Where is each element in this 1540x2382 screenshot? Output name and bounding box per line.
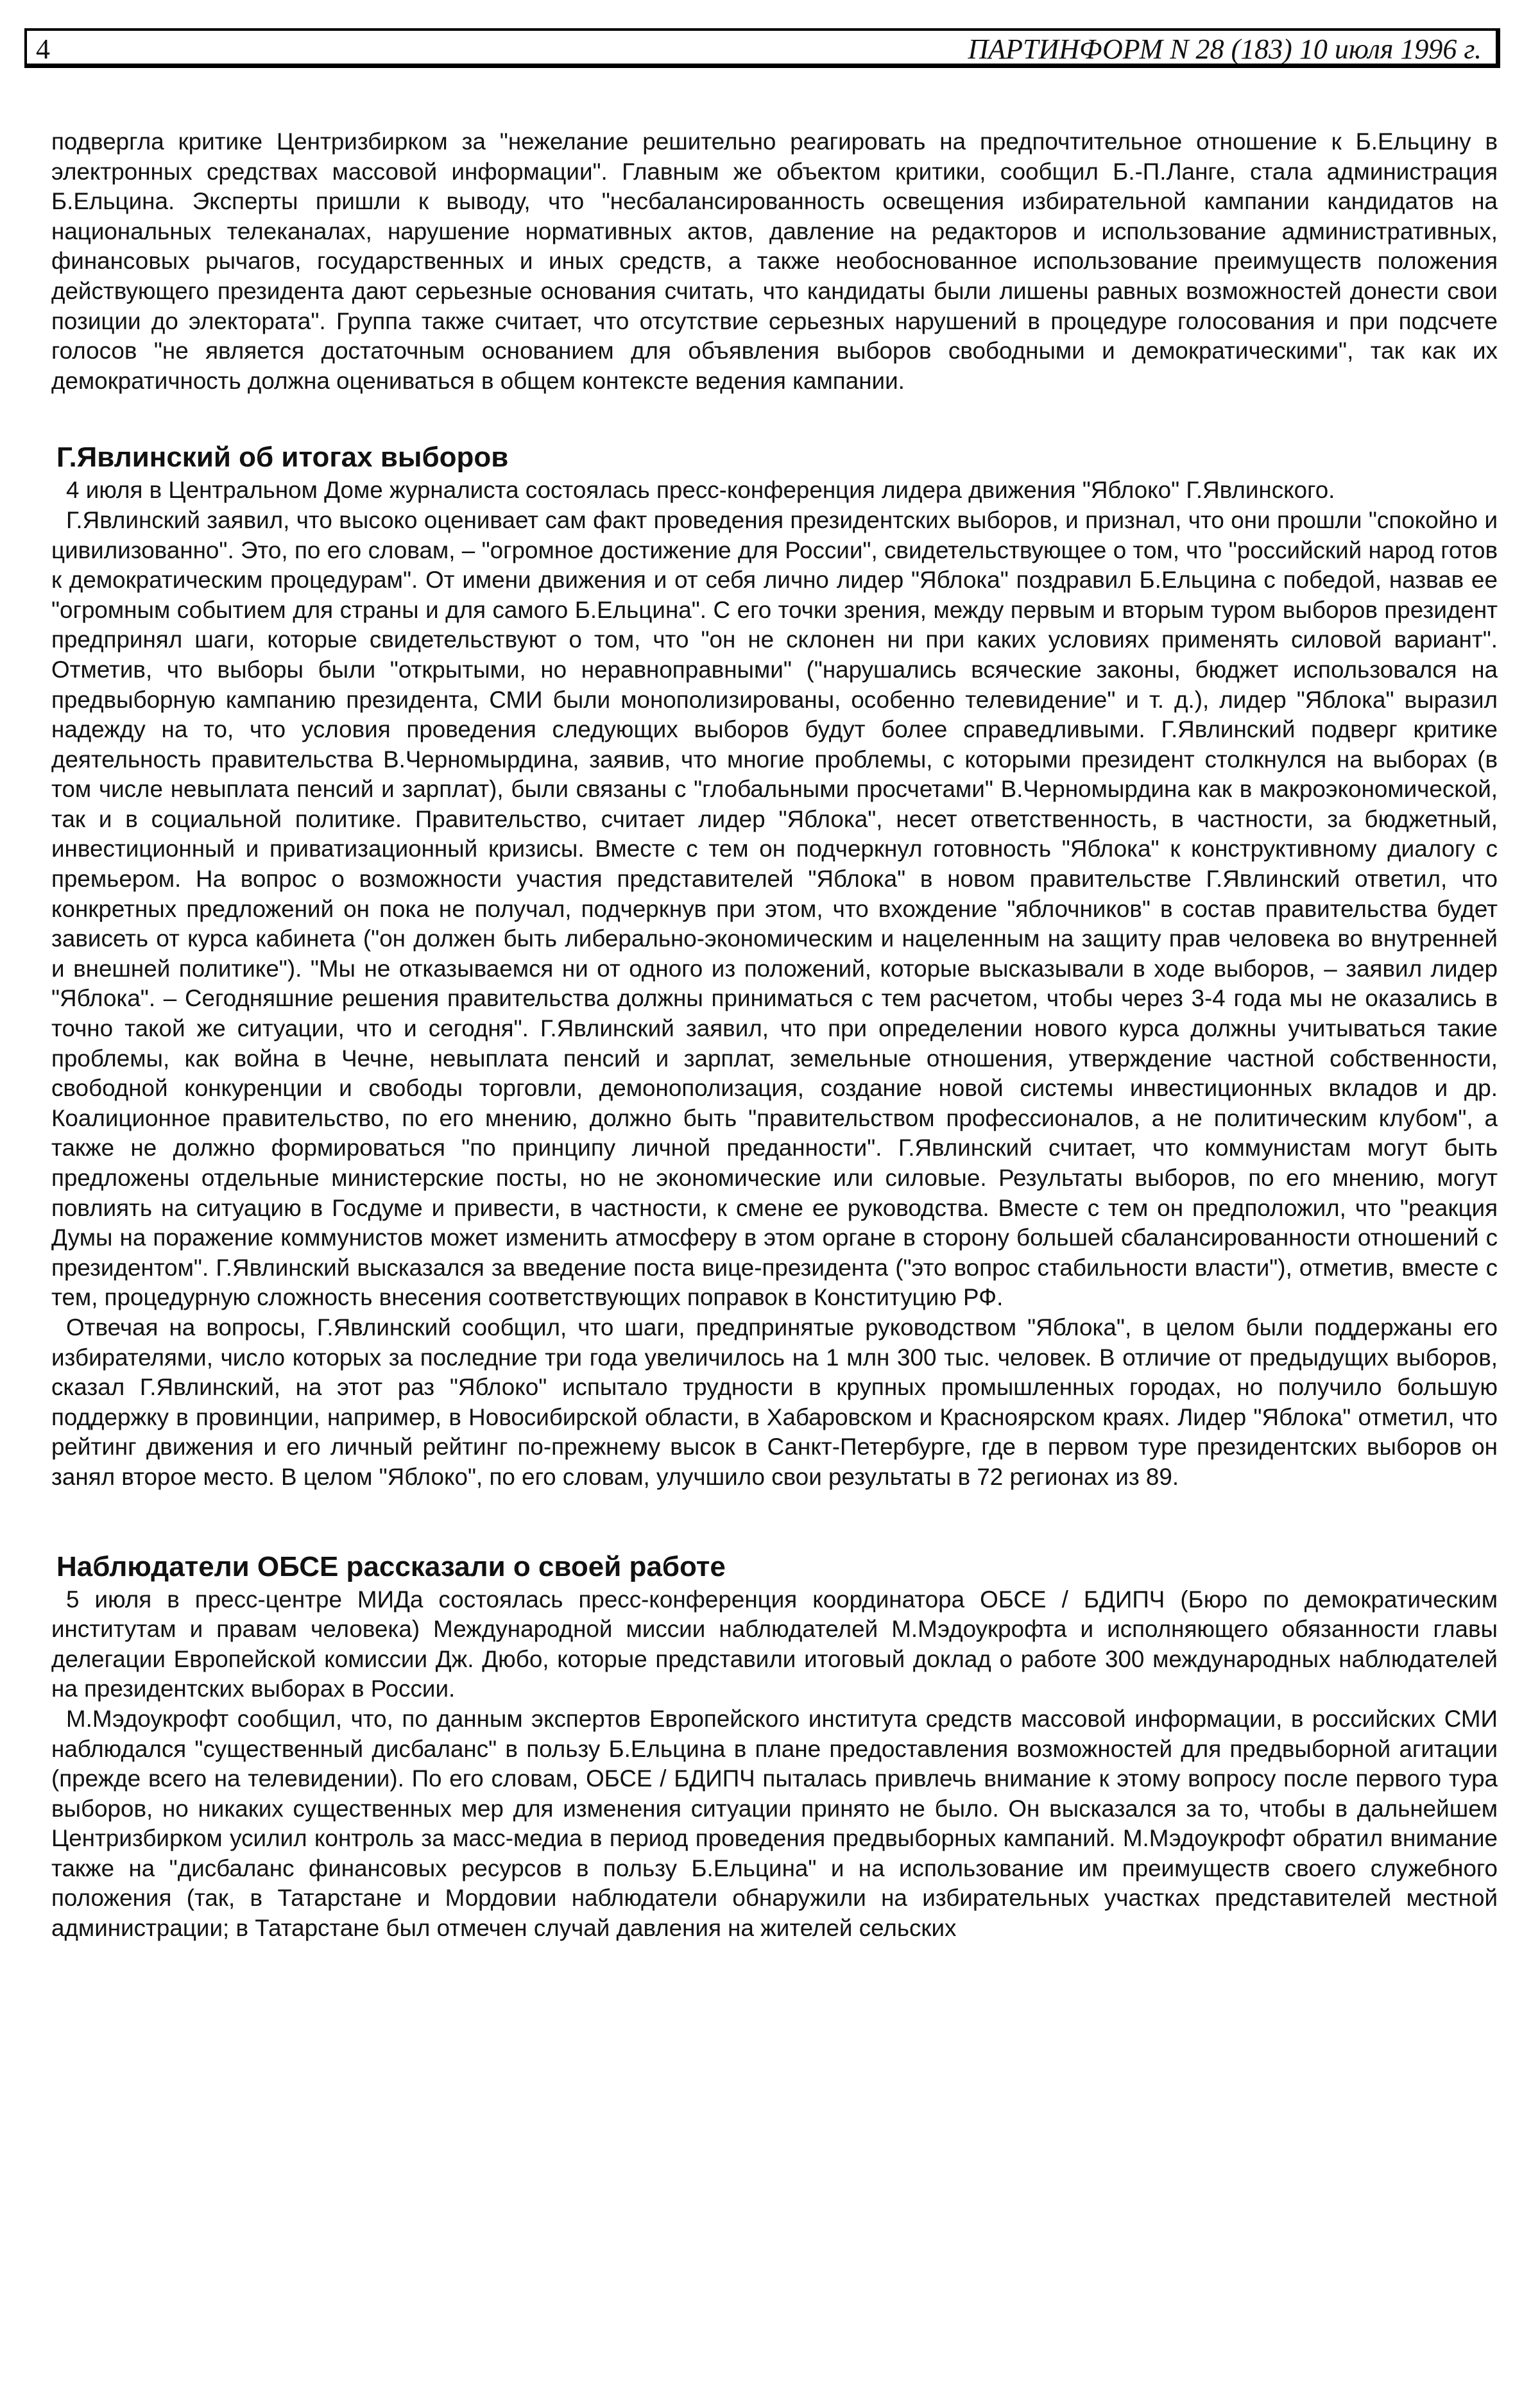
page-header <box>24 28 1500 68</box>
running-title: ПАРТИНФОРМ N 28 (183) 10 июля 1996 г. <box>968 33 1482 65</box>
section-title: Г.Явлинский об итогах выборов <box>56 441 509 474</box>
intro-paragraph: подвергла критике Центризбирком за "нежелание решительно реагировать на предпочтительное отношение к Б.Ельцину в электронных средствах массовой информации". Главным же объектом критики, сообщил Б.-П.Ланге, стала администрация Б.Ельцина. Эксперты пришли к выводу, что "несбалансированность освещения избирательной кампании кандидатов на национальных телеканалах, нарушение нормативных актов, давление на редакторов и использование административных, финансовых рычагов, государственных и иных средств, а также необоснованное использование преимуществ положения действующего президента дают серьезные основания считать, что кандидаты были лишены равных возможностей донести свои позиции до электората". Группа также считает, что отсутствие серьезных нарушений в процедуре голосования и при подсчете голосов "не является достаточным основанием для объявления выборов свободными и демократическими", так как их демократичность должна оцениваться в общем контексте ведения кампании. <box>51 128 1498 394</box>
page-number: 4 <box>36 33 50 65</box>
section-title: Наблюдатели ОБСЕ рассказали о своей работе <box>56 1550 726 1582</box>
article-body <box>51 127 1498 1944</box>
section-yavlinsky <box>51 440 1498 1492</box>
section-paragraph: Отвечая на вопросы, Г.Явлинский сообщил, что шаги, предпринятые руководством "Яблока", в целом были поддержаны его избирателями, число которых за последние три года увеличилось на 1 млн 300 тыс. человек. В отличие от предыдущих выборов, сказал Г.Явлинский, на этот раз "Яблоко" испытало трудности в крупных промышленных городах, но получило большую поддержку в провинции, например, в Новосибирской области, в Хабаровском и Красноярском краях. Лидер "Яблока" отметил, что рейтинг движения и его личный рейтинг по-прежнему высок в Санкт-Петербурге, где в первом туре президентских выборов он занял второе место. В целом "Яблоко", по его словам, улучшило свои результаты в 72 регионах из 89. <box>51 1314 1498 1490</box>
section-paragraph: 4 июля в Центральном Доме журналиста состоялась пресс-конференция лидера движения "Яблоко" Г.Явлинского. <box>66 477 1335 504</box>
section-paragraph: М.Мэдоукрофт сообщил, что, по данным экспертов Европейского института средств массовой информации, в российских СМИ наблюдался "существенный дисбаланс" в пользу Б.Ельцина в плане предоставления возможностей для предвыборной агитации (прежде всего на телевидении). По его словам, ОБСЕ / БДИПЧ пыталась привлечь внимание к этому вопросу после первого тура выборов, но никаких существенных мер для изменения ситуации принято не было. Он высказался за то, чтобы в дальнейшем Центризбирком усилил контроль за масс-медиа в период проведения предвыборных кампаний. М.Мэдоукрофт обратил внимание также на "дисбаланс финансовых ресурсов в пользу Б.Ельцина" и на использование им преимуществ своего служебного положения (так, в Татарстане и Мордовии наблюдатели обнаружили на избирательных участках представителей местной администрации; в Татарстане был отмечен случай давления на жителей сельских <box>51 1705 1498 1942</box>
section-paragraph: 5 июля в пресс-центре МИДа состоялась пресс-конференция координатора ОБСЕ / БДИПЧ (Бюро по демократическим институтам и правам человека) Международной миссии наблюдателей М.Мэдоукрофта и исполняющего обязанности главы делегации Европейской комиссии Дж. Дюбо, которые представили итоговый доклад о работе 300 международных наблюдателей на президентских выборах в России. <box>51 1586 1498 1702</box>
section-paragraph: Г.Явлинский заявил, что высоко оценивает сам факт проведения президентских выборов, и признал, что они прошли "спокойно и цивилизованно". Это, по его словам, – "огромное достижение для России", свидетельствующее о том, что "российский народ готов к демократическим процедурам". От имени движения и от себя лично лидер "Яблока" поздравил Б.Ельцина с победой, назвав ее "огромным событием для страны и для самого Б.Ельцина". С его точки зрения, между первым и вторым туром выборов президент предпринял шаги, которые свидетельствуют о том, что "он не склонен ни при каких условиях применять силовой вариант". Отметив, что выборы были "открытыми, но неравноправными" ("нарушались всяческие законы, бюджет использовался на предвыборную кампанию президента, СМИ были монополизированы, особенно телевидение" и т. д.), лидер "Яблока" выразил надежду на то, что условия проведения следующих выборов будут более справедливыми. Г.Явлинский подверг критике деятельность правительства В.Черномырдина, заявив, что многие проблемы, с которыми президент столкнулся на выборах (в том числе невыплата пенсий и зарплат), были связаны с "глобальными просчетами" В.Черномырдина как в макроэкономической, так и в социальной политике. Правительство, считает лидер "Яблока", несет ответственность, в частности, за бюджетный, инвестиционный и приватизационный кризисы. Вместе с тем он подчеркнул готовность "Яблока" к конструктивному диалогу с премьером. На вопрос о возможности участия представителей "Яблока" в новом правительстве Г.Явлинский ответил, что конкретных предложений он пока не получал, подчеркнув при этом, что вхождение "яблочников" в состав правительства будет зависеть от курса кабинета ("он должен быть либерально-экономическим и нацеленным на защиту прав человека во внутренней и внешней политике"). "Мы не отказываемся ни от одного из положений, которые высказывали в ходе выборов, – заявил лидер "Яблока". – Сегодняшние решения правительства должны приниматься с тем расчетом, чтобы через 3-4 года мы не оказались в точно такой же ситуации, что и сегодня". Г.Явлинский заявил, что при определении нового курса должны учитываться такие проблемы, как война в Чечне, невыплата пенсий и зарплат, земельные отношения, утверждение частной собственности, свободной конкуренции и свободы торговли, демонополизация, создание новой системы инвестиционных вкладов и др. Коалиционное правительство, по его мнению, должно быть "правительством профессионалов, а не политическим клубом", а также не должно формироваться "по принципу личной преданности". Г.Явлинский считает, что коммунистам могут быть предложены отдельные министерские посты, но не экономические или силовые. Результаты выборов, по его мнению, могут повлиять на ситуацию в Госдуме и привести, в частности, к смене ее руководства. Вместе с тем он предположил, что "реакция Думы на поражение коммунистов может изменить атмосферу в этом органе в сторону большей сбалансированности отношений с президентом". Г.Явлинский высказался за введение поста вице-президента ("это вопрос стабильности власти"), отметив, вместе с тем, процедурную сложность внесения соответствующих поправок в Конституцию РФ. <box>51 506 1498 1311</box>
section-osce <box>51 1549 1498 1944</box>
